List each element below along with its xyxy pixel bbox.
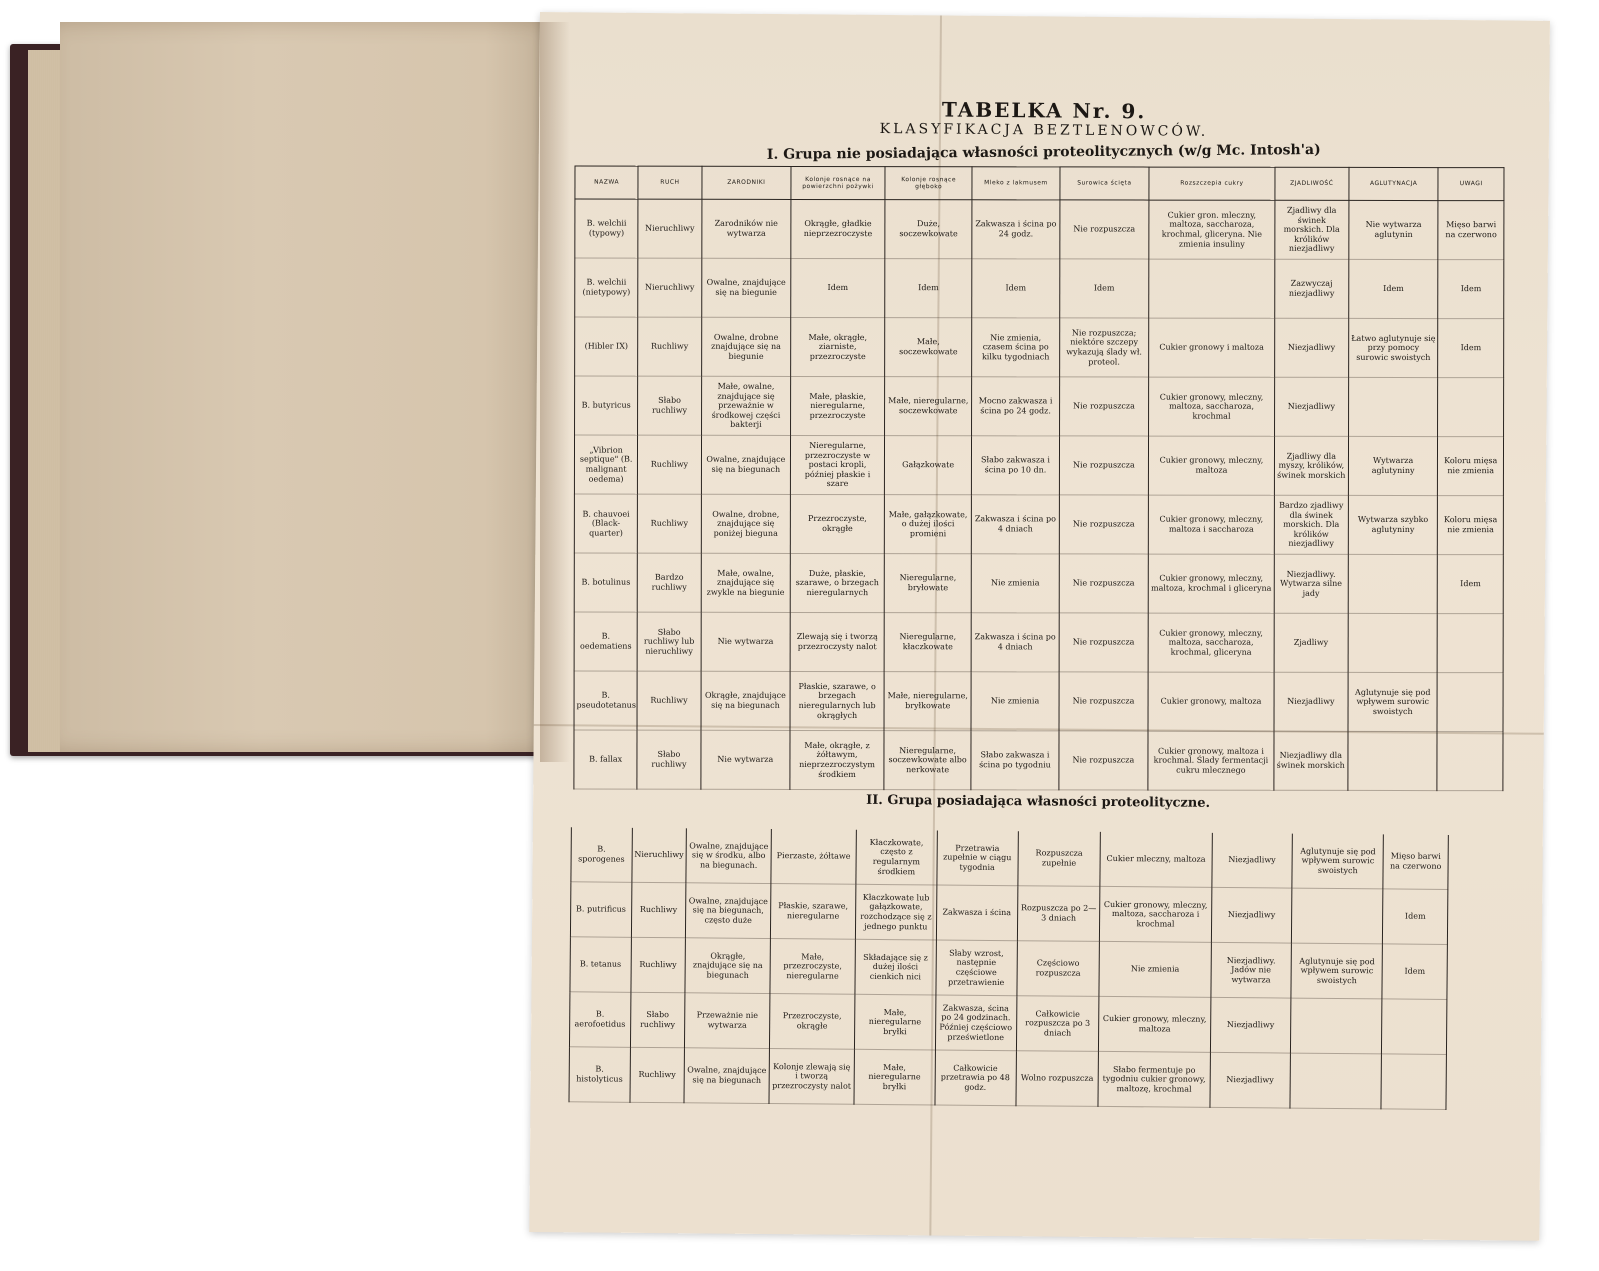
- organism-name-cell: B. tetanus: [570, 937, 631, 993]
- table-cell: Małe, okrągłe, z żółtawym, nieprzezroczystym środkiem: [790, 730, 884, 789]
- table-cell: Owalne, drobne, znajdujące się poniżej bieguna: [701, 494, 791, 553]
- table-cell: Zarodników nie wytwarza: [701, 199, 791, 258]
- organism-name-cell: B. sporogenes: [571, 827, 632, 882]
- organism-name-cell: B. chauvoei (Black-quarter): [574, 494, 637, 553]
- table-cell: [1348, 554, 1438, 613]
- book-gutter-shadow: [540, 22, 570, 762]
- table-cell: Wolno rozpuszcza: [1016, 1051, 1099, 1107]
- table-cell: Niezjadliwy: [1211, 833, 1292, 888]
- table-row: [574, 494, 1503, 555]
- table-cell: Zjadliwy dla myszy, królików, świnek morskich: [1274, 436, 1348, 495]
- group2-heading: II. Grupa posiadająca własności proteolityczne.: [866, 792, 1211, 811]
- table-cell: Rozpuszcza zupełnie: [1017, 831, 1100, 886]
- table-cell: Słabo ruchliwy: [630, 992, 685, 1047]
- table-cell: Idem: [1059, 259, 1149, 318]
- table-cell: Zlewają się i tworzą przezroczysty nalot: [790, 612, 884, 671]
- table-cell: Nie rozpuszcza: [1059, 495, 1149, 554]
- table-cell: Idem: [1438, 260, 1504, 319]
- table-cell: Cukier gronowy, maltoza: [1148, 672, 1274, 731]
- table-cell: Przezroczyste, okrągłe: [769, 994, 854, 1050]
- table-row: [575, 376, 1504, 437]
- table-cell: Zjadliwy dla świnek morskich. Dla królików niezjadliwy: [1275, 200, 1349, 259]
- table-cell: Przetrawia zupełnie w ciągu tygodnia: [937, 830, 1018, 885]
- table-cell: Koloru mięsa nie zmienia: [1438, 496, 1504, 555]
- table-cell: [1437, 732, 1503, 791]
- table-cell: Idem: [1438, 555, 1504, 614]
- table-row: [574, 671, 1503, 732]
- table-cell: Nieregularne, bryłowate: [884, 554, 971, 613]
- table-cell: Słabo fermentuje po tygodniu cukier gronowy, maltozę, krochmal: [1098, 1051, 1210, 1107]
- table-cell: Ruchliwy: [638, 317, 701, 376]
- table-cell: Wytwarza szybko aglutyniny: [1348, 495, 1438, 554]
- organism-name-cell: (Hibler IX): [575, 317, 638, 376]
- table-cell: Całkowicie przetrawia po 48 godz.: [935, 1050, 1016, 1106]
- header-cell: AGLUTYNACJA: [1349, 167, 1439, 200]
- table-cell: Owalne, znajdujące się na biegunach, często duże: [686, 883, 771, 939]
- table-cell: Częściowo rozpuszcza: [1016, 941, 1099, 997]
- table-cell: Słabo ruchliwy: [638, 376, 701, 435]
- table-row: [575, 317, 1504, 378]
- table-cell: Idem: [791, 258, 885, 317]
- table-row: [575, 258, 1504, 319]
- table-cell: [1292, 888, 1383, 944]
- table-cell: Nieruchliwy: [638, 258, 701, 317]
- table-cell: Małe, owalne, znajdujące się przeważnie w środkowej części bakterji: [701, 376, 791, 435]
- table-cell: [1437, 673, 1503, 732]
- table-cell: Nieregularne, przezroczyste w postaci kropli, później płaskie i szare: [791, 435, 885, 494]
- table-cell: Idem: [1438, 319, 1504, 378]
- table-cell: Owalne, znajdujące się na biegunach: [684, 1048, 769, 1104]
- table-cell: Idem: [972, 259, 1059, 318]
- table-cell: Ruchliwy: [631, 937, 686, 992]
- table-row: [570, 882, 1447, 945]
- table-cell: Duże, płaskie, szarawe, o brzegach nieregularnych: [790, 553, 884, 612]
- table-cell: Niezjadliwy: [1211, 887, 1292, 943]
- table-cell: [1149, 259, 1275, 318]
- table-cell: Zakwasza i ścina po 4 dniach: [972, 495, 1059, 554]
- table-cell: Bardzo ruchliwy: [638, 553, 701, 612]
- organism-name-cell: B. welchii (nietypowy): [575, 258, 638, 317]
- table-cell: Owalne, znajdujące się na biegunie: [701, 258, 791, 317]
- organism-name-cell: „Vibrion septique" (B. malignant oedema): [574, 435, 637, 494]
- table-cell: Okrągłe, znajdujące się na biegunach: [701, 671, 791, 730]
- table-cell: Zakwasza i ścina po 24 godz.: [972, 200, 1059, 259]
- table-row: [574, 553, 1503, 614]
- table-cell: Składające się z dużej ilości cienkich nici: [855, 939, 936, 995]
- table-cell: Słabo ruchliwy: [637, 730, 700, 789]
- table-cell: Słabo zakwasza i ścina po 10 dn.: [972, 436, 1059, 495]
- table-cell: Pierzaste, żółtawe: [771, 829, 856, 884]
- table-cell: Ruchliwy: [638, 494, 701, 553]
- table-cell: Kłaczkowate lub gałązkowate, rozchodzące się z jednego punktu: [855, 884, 936, 940]
- table-cell: Słaby wzrost, następnie częściowe przetrawienie: [936, 940, 1017, 996]
- table-cell: [1381, 1054, 1446, 1110]
- table-cell: Kłaczkowate, często z regularnym środkiem: [856, 830, 937, 885]
- table-cell: Niezjadliwy: [1274, 318, 1348, 377]
- organism-name-cell: B. aerofoetidus: [569, 992, 630, 1048]
- classification-table-group2: [568, 827, 1448, 1110]
- table-cell: Ruchliwy: [631, 882, 686, 937]
- table-cell: Cukier gronowy, mleczny, maltoza, saccharoza i krochmal: [1100, 886, 1212, 942]
- table-cell: Niezjadliwy: [1274, 377, 1348, 436]
- table-cell: Nie rozpuszcza: [1059, 613, 1149, 672]
- table-cell: [1382, 999, 1447, 1055]
- header-cell: Surowica ścięta: [1060, 167, 1150, 200]
- header-cell: RUCH: [638, 166, 701, 199]
- table-cell: Cukier gronowy, mleczny, maltoza: [1149, 436, 1275, 495]
- table-cell: Zakwasza i ścina: [936, 885, 1017, 941]
- table-cell: Małe, owalne, znajdujące się zwykle na biegunie: [701, 553, 791, 612]
- table-cell: Cukier gronowy, mleczny, maltoza, krochmal i gliceryna: [1148, 554, 1274, 613]
- table-cell: Całkowicie rozpuszcza po 3 dniach: [1016, 996, 1099, 1052]
- table-cell: Cukier gronowy, mleczny, maltoza i saccharoza: [1149, 495, 1275, 554]
- table-cell: Nie rozpuszcza: [1059, 436, 1149, 495]
- table-cell: Okrągłe, znajdujące się na biegunach: [685, 938, 770, 994]
- table-cell: Nie wytwarza: [701, 730, 791, 789]
- table-cell: Łatwo aglutynuje się przy pomocy surowic swoistych: [1349, 318, 1439, 377]
- table-cell: Słabo zakwasza i ścina po tygodniu: [971, 731, 1058, 790]
- table-cell: Małe, nieregularne bryłki: [854, 1049, 935, 1105]
- table-cell: Cukier gronowy, mleczny, maltoza, saccharoza, krochmal, gliceryna: [1148, 613, 1274, 672]
- table-cell: Mocno zakwasza i ścina po 24 godz.: [972, 377, 1059, 436]
- table-cell: Nieregularne, kłaczkowate: [884, 613, 971, 672]
- organism-name-cell: B. butyricus: [575, 376, 638, 435]
- table-cell: Idem: [1383, 889, 1448, 945]
- table-cell: Małe, gałązkowate, o dużej ilości promieni: [884, 495, 971, 554]
- table-cell: Nie rozpuszcza: [1059, 377, 1149, 436]
- table-cell: Przeważnie nie wytwarza: [685, 993, 770, 1049]
- table-row: [574, 730, 1503, 791]
- table-cell: [1348, 377, 1438, 436]
- table-cell: Zazwyczaj niezjadliwy: [1274, 259, 1348, 318]
- table-cell: Nie rozpuszcza: [1059, 554, 1149, 613]
- table-cell: Cukier gronowy, mleczny, maltoza, saccharoza, krochmal: [1149, 377, 1275, 436]
- table-cell: Małe, płaskie, nieregularne, przezroczyste: [791, 376, 885, 435]
- table-cell: Duże, soczewkowate: [885, 200, 972, 259]
- table-cell: Bardzo zjadliwy dla świnek morskich. Dla królików niezjadliwy: [1274, 495, 1348, 554]
- table-cell: Małe, nieregularne bryłki: [854, 994, 935, 1050]
- table-cell: Nie rozpuszcza: [1059, 672, 1149, 731]
- table-cell: Niezjadliwy. Wytwarza silne jady: [1274, 554, 1348, 613]
- table-cell: Aglutynuje się pod wpływem surowic swoistych: [1348, 672, 1438, 731]
- table-cell: Owalne, znajdujące się w środku, albo na biegunach.: [686, 828, 771, 883]
- organism-name-cell: B. pseudotetanus: [574, 671, 637, 730]
- organism-name-cell: B. welchii (typowy): [575, 199, 638, 258]
- table-cell: Owalne, znajdujące się na biegunach: [701, 435, 791, 494]
- table-cell: [1291, 998, 1382, 1054]
- header-cell: ZJADLIWOŚĆ: [1275, 167, 1349, 200]
- table-subtitle: KLASYFIKACJA BEZTLENOWCÓW.: [879, 120, 1209, 140]
- table-cell: Kolonje zlewają się i tworzą przezroczysty nalot: [769, 1049, 854, 1105]
- table-cell: Cukier mleczny, maltoza: [1100, 832, 1212, 887]
- table-cell: Niezjadliwy: [1210, 997, 1291, 1053]
- table-cell: Idem: [1349, 259, 1439, 318]
- table-row: [575, 199, 1504, 260]
- table-cell: Gałązkowate: [884, 436, 971, 495]
- table-cell: Małe, nieregularne, soczewkowate: [885, 377, 972, 436]
- book-left-page: [60, 22, 560, 752]
- table-cell: Cukier gronowy, mleczny, maltoza: [1099, 996, 1211, 1052]
- table-cell: Cukier gronowy i maltoza: [1149, 318, 1275, 377]
- table-row: [571, 827, 1448, 889]
- table-cell: Małe, soczewkowate: [885, 318, 972, 377]
- table-cell: [1290, 1053, 1381, 1109]
- table-cell: Niezjadliwy. Jadów nie wytwarza: [1210, 942, 1291, 998]
- table-cell: Płaskie, szarawe, nieregularne: [770, 884, 855, 940]
- table-cell: Ruchliwy: [637, 671, 700, 730]
- group1-heading: I. Grupa nie posiadająca własności proteolitycznych (w/g Mc. Intosh'a): [766, 141, 1321, 163]
- table-cell: Aglutynuje się pod wpływem surowic swoistych: [1291, 943, 1382, 999]
- table-cell: Niezjadliwy: [1209, 1052, 1290, 1108]
- table-cell: Wytwarza aglutyniny: [1348, 436, 1438, 495]
- table-cell: Nie zmienia, czasem ścina po kilku tygodniach: [972, 318, 1059, 377]
- header-cell: ZARODNIKI: [702, 166, 792, 199]
- table-cell: Nieruchliwy: [638, 199, 701, 258]
- table-cell: Nie rozpuszcza; niektóre szczepy wykazują ślady wł. proteol.: [1059, 318, 1149, 377]
- foldout-sheet: [529, 12, 1550, 1241]
- table-cell: Małe, okrągłe, ziarniste, przezroczyste: [791, 317, 885, 376]
- table-cell: Zakwasza i ścina po 4 dniach: [971, 613, 1058, 672]
- table-cell: Niezjadliwy dla świnek morskich: [1274, 731, 1348, 790]
- classification-table-group1: [573, 166, 1504, 792]
- table-cell: [1438, 614, 1504, 673]
- table-cell: [1348, 613, 1438, 672]
- header-cell: Kolonje rosnące na powierzchni pożywki: [791, 166, 885, 199]
- table-cell: Nieruchliwy: [632, 828, 687, 883]
- table-cell: Małe, przezroczyste, nieregularne: [770, 939, 855, 995]
- header-row: [575, 166, 1504, 201]
- table-cell: [1438, 378, 1504, 437]
- table-cell: Nie wytwarza: [701, 612, 791, 671]
- table-row: [574, 435, 1503, 496]
- table-cell: Mięso barwi na czerwono: [1383, 834, 1448, 889]
- table-cell: Koloru mięsa nie zmienia: [1438, 437, 1504, 496]
- table-cell: Idem: [1382, 944, 1447, 1000]
- table-cell: Przezroczyste, okrągłe: [790, 494, 884, 553]
- table-cell: Zakwasza, ścina po 24 godzinach. Później częściowo prześwietlone: [935, 995, 1016, 1051]
- table-row: [569, 1047, 1446, 1110]
- organism-name-cell: B. botulinus: [574, 553, 637, 612]
- table-cell: Okrągłe, gładkie nieprzezroczyste: [791, 199, 885, 258]
- table-cell: Płaskie, szarawe, o brzegach nieregularnych lub okrągłych: [790, 671, 884, 730]
- organism-name-cell: B. histolyticus: [569, 1047, 630, 1103]
- table-cell: Rozpuszcza po 2—3 dniach: [1017, 886, 1100, 942]
- header-cell: Kolonje rosnące głęboko: [885, 167, 972, 200]
- table-cell: Nie zmienia: [971, 672, 1058, 731]
- organism-name-cell: B. putrificus: [570, 882, 631, 938]
- table-cell: Mięso barwi na czerwono: [1438, 201, 1504, 260]
- table-cell: Aglutynuje się pod wpływem surowic swoistych: [1292, 834, 1383, 889]
- organism-name-cell: B. oedematiens: [574, 612, 637, 671]
- table-cell: Małe, nieregularne, bryłkowate: [884, 672, 971, 731]
- table-cell: Nie zmienia: [972, 554, 1059, 613]
- table-cell: Idem: [885, 259, 972, 318]
- table-cell: Cukier gronowy, maltoza i krochmal. Ślady fermentacji cukru mlecznego: [1148, 731, 1274, 790]
- header-cell: Rozszczepia cukry: [1149, 167, 1275, 200]
- table-cell: Nieregularne, soczewkowate albo nerkowate: [884, 731, 971, 790]
- table-row: [569, 992, 1446, 1055]
- table-cell: Nie zmienia: [1099, 941, 1211, 997]
- header-cell: UWAGI: [1438, 168, 1504, 201]
- table-row: [574, 612, 1503, 673]
- table-cell: Owalne, drobne znajdujące się na biegunie: [701, 317, 791, 376]
- table-cell: Cukier gron. mleczny, maltoza, saccharoza, krochmal, gliceryna. Nie zmienia insuliny: [1149, 200, 1275, 259]
- table-cell: Niezjadliwy: [1274, 672, 1348, 731]
- table-cell: Ruchliwy: [630, 1047, 685, 1102]
- table-cell: Słabo ruchliwy lub nieruchliwy: [637, 612, 700, 671]
- organism-name-cell: B. fallax: [574, 730, 637, 789]
- header-cell: NAZWA: [575, 166, 638, 199]
- table-row: [570, 937, 1447, 1000]
- header-cell: Mleko z lakmusem: [972, 167, 1059, 200]
- table-cell: Ruchliwy: [638, 435, 701, 494]
- table-cell: Nie rozpuszcza: [1060, 200, 1150, 259]
- table-cell: Nie wytwarza aglutynin: [1349, 200, 1439, 259]
- table-cell: [1348, 731, 1438, 790]
- table-title: TABELKA Nr. 9.: [941, 97, 1147, 124]
- table-cell: Nie rozpuszcza: [1059, 731, 1149, 790]
- table-cell: Zjadliwy: [1274, 613, 1348, 672]
